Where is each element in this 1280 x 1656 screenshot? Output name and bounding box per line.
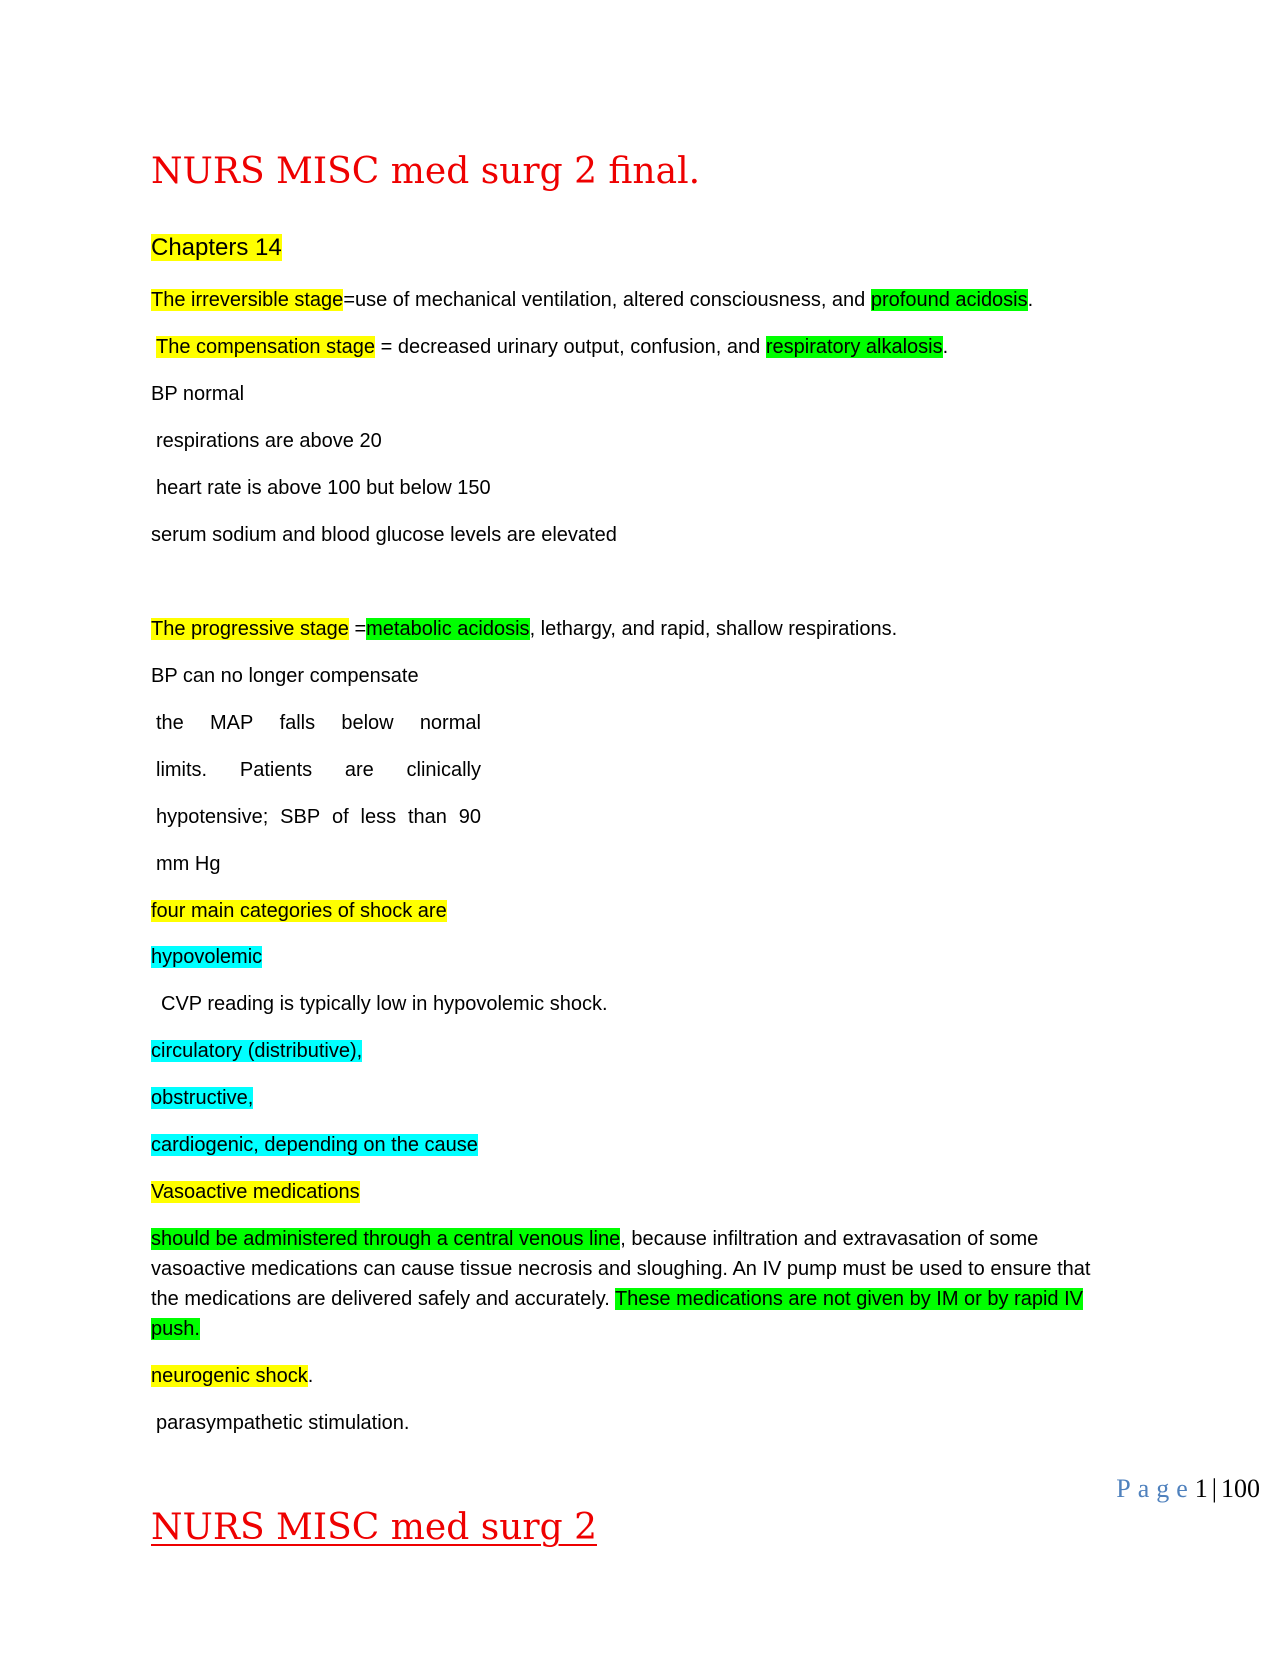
- word: below: [341, 712, 394, 734]
- irreversible-stage-end: .: [1027, 289, 1034, 311]
- compensation-item: respirations are above 20: [156, 430, 382, 452]
- word: the: [156, 712, 184, 734]
- page-footer: [1116, 1474, 1260, 1504]
- word: are: [344, 759, 374, 781]
- progressive-stage-line: [151, 614, 897, 644]
- cvp-note: CVP reading is typically low in hypovolemic shock.: [161, 993, 608, 1015]
- word: normal: [419, 712, 481, 734]
- neurogenic-label: neurogenic shock: [151, 1365, 308, 1387]
- irreversible-stage-label: The irreversible stage: [151, 289, 344, 311]
- word: limits.: [156, 759, 208, 781]
- page-separator: |: [1211, 1474, 1217, 1503]
- vasoactive-highlight-2: These medications are not given by IM or by rapid IV: [614, 1288, 1083, 1310]
- neurogenic-end: .: [307, 1365, 314, 1387]
- vasoactive-heading-text: Vasoactive medications: [151, 1181, 360, 1203]
- word: of: [332, 806, 349, 828]
- category-circulatory: [151, 1036, 362, 1066]
- compensation-stage-label: The compensation stage: [156, 336, 376, 358]
- category-cardiogenic-text: cardiogenic, depending on the cause: [151, 1134, 478, 1156]
- word: SBP: [280, 806, 321, 828]
- progressive-bp: BP can no longer compensate: [151, 665, 419, 687]
- compensation-stage-end: .: [942, 336, 949, 358]
- categories-heading: [151, 896, 447, 926]
- categories-heading-text: four main categories of shock are: [151, 900, 447, 922]
- compensation-stage-text: = decreased urinary output, confusion, and: [375, 336, 766, 358]
- progressive-justified-line: [156, 708, 481, 738]
- progressive-justified-line: [156, 755, 481, 785]
- word: less: [360, 806, 397, 828]
- category-cardiogenic: [151, 1130, 478, 1160]
- progressive-stage-text: , lethargy, and rapid, shallow respirations.: [529, 618, 898, 640]
- category-hypovolemic: [151, 942, 262, 972]
- word: clinically: [406, 759, 481, 781]
- progressive-justified-line: [156, 802, 481, 832]
- compensation-stage-highlight: respiratory alkalosis: [765, 336, 943, 358]
- page-word: Page: [1116, 1474, 1195, 1503]
- word: 90: [458, 806, 481, 828]
- page-total: 100: [1221, 1474, 1260, 1503]
- category-obstructive-text: obstructive,: [151, 1087, 254, 1109]
- progressive-last: mm Hg: [156, 853, 221, 875]
- progressive-stage-label: The progressive stage: [151, 618, 349, 640]
- vasoactive-highlight-1: should be administered through a central venous line: [151, 1228, 621, 1250]
- category-obstructive: [151, 1083, 253, 1113]
- irreversible-stage-text: =use of mechanical ventilation, altered consciousness, and: [343, 289, 871, 311]
- vasoactive-heading: [151, 1177, 360, 1207]
- vasoactive-paragraph: [151, 1224, 1111, 1344]
- page-number: 1: [1194, 1474, 1208, 1503]
- category-hypovolemic-text: hypovolemic: [151, 946, 263, 968]
- document-title: NURS MISC med surg 2 final.: [151, 151, 701, 192]
- irreversible-stage-highlight: profound acidosis: [870, 289, 1028, 311]
- neurogenic-note: parasympathetic stimulation.: [156, 1412, 410, 1434]
- word: than: [407, 806, 447, 828]
- word: Patients: [239, 759, 313, 781]
- chapter-heading-text: Chapters 14: [151, 234, 282, 261]
- word: MAP: [210, 712, 254, 734]
- progressive-stage-highlight: metabolic acidosis: [366, 618, 530, 640]
- compensation-stage-line: [156, 332, 948, 362]
- category-circulatory-text: circulatory (distributive),: [151, 1040, 363, 1062]
- progressive-stage-eq: =: [348, 618, 367, 640]
- compensation-item: BP normal: [151, 383, 245, 405]
- word: falls: [279, 712, 316, 734]
- compensation-item: serum sodium and blood glucose levels are elevated: [151, 524, 617, 546]
- next-page-title: NURS MISC med surg 2: [151, 1507, 597, 1548]
- word: hypotensive;: [156, 806, 269, 828]
- chapter-heading: [151, 231, 282, 265]
- vasoactive-text: , because infiltration and extravasation of some vasoactive medications can cause tissue necrosis and sloughing. An IV pump must be used to ensure that the medications are delivered safely and accurately.: [151, 1228, 1091, 1310]
- neurogenic-line: [151, 1361, 313, 1391]
- compensation-item: heart rate is above 100 but below 150: [156, 477, 491, 499]
- vasoactive-highlight-3: push.: [151, 1318, 200, 1340]
- irreversible-stage-line: [151, 285, 1033, 315]
